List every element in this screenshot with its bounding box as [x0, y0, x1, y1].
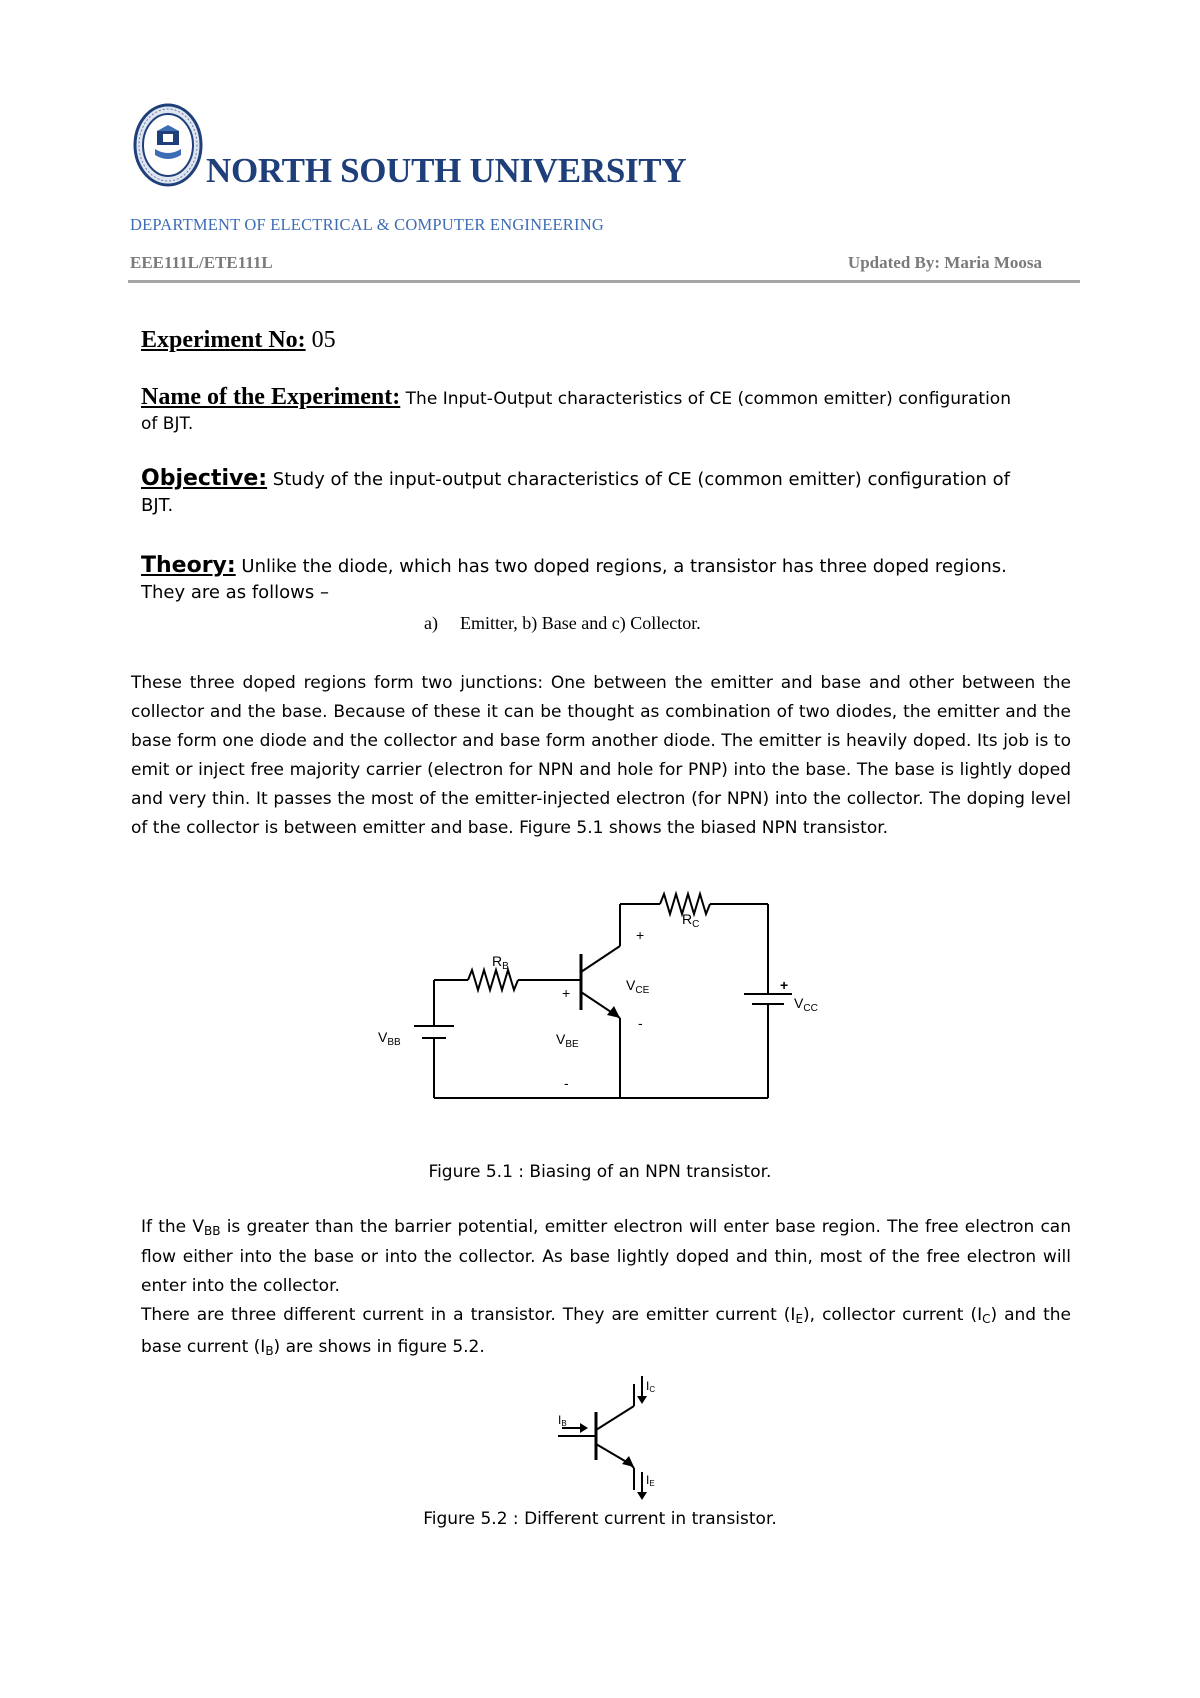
currents-text-c: ) and the base current (I: [141, 1305, 1071, 1357]
paragraph-barrier-text-b: is greater than the barrier potential, emitter electron will enter base region. The free electron can flow either into the base or into the collector. As base lightly doped and thin, most of the free electron will enter into the collector.: [141, 1217, 1071, 1296]
vbb-subscript: BB: [204, 1224, 221, 1238]
experiment-name-value: The Input-Output characteristics of CE (common emitter) configuration: [400, 389, 1011, 409]
updated-by: Updated By: Maria Moosa: [847, 253, 1042, 272]
university-name: NORTH SOUTH UNIVERSITY: [206, 151, 687, 190]
vcc-label: $V_{CC}$: [794, 995, 818, 1014]
department-name: DEPARTMENT OF ELECTRICAL & COMPUTER ENGINEERING: [130, 215, 604, 234]
theory-text-continued: They are as follows –: [141, 582, 329, 603]
figure-5-2-caption: Figure 5.2 : Different current in transistor.: [423, 1509, 777, 1529]
course-code: EEE111L/ETE111L: [130, 253, 273, 272]
experiment-name-label: Name of the Experiment:: [141, 384, 401, 410]
rb-resistor: [468, 970, 518, 990]
vbe-plus-sign: +: [562, 985, 571, 1001]
ib-arrow-icon: [580, 1423, 588, 1433]
ic-arrow-icon: [637, 1396, 647, 1404]
currents-text-a: There are three different current in a transistor. They are emitter current (I: [141, 1305, 796, 1325]
objective-text-continued: BJT.: [141, 495, 174, 516]
paragraph-barrier-text-a: If the V: [141, 1217, 204, 1237]
ie-arrow-icon: [637, 1492, 647, 1500]
paragraph-junctions: These three doped regions form two junctions: One between the emitter and base and other between the collector and the base. Because of these it can be thought as combination of two diodes, the emitter and the base form one diode and the collector and base form another diode. The emitter is heavily doped. Its job is to emit or inject free majority carrier (electron for NPN and hole for PNP) into the base. The base is lightly doped and very thin. It passes the most of the emitter-injected electron (for NPN) into the collector. The doping level of the collector is between emitter and base. Figure 5.1 shows the biased NPN transistor.: [131, 673, 1071, 838]
figure-5-1-circuit: [370, 888, 840, 1108]
figure-5-1-caption: Figure 5.1 : Biasing of an NPN transistor.: [428, 1162, 772, 1182]
paragraph-currents: [141, 1300, 1071, 1364]
ie-subscript: E: [795, 1312, 804, 1326]
region-list: [424, 613, 701, 634]
rb-label: $R_B$: [492, 953, 509, 972]
currents-text-b: ), collector current (I: [803, 1305, 983, 1325]
list-marker: a): [424, 613, 438, 633]
list-item-text: Emitter, b) Base and c) Collector.: [459, 613, 701, 633]
ib-label: IB: [558, 1413, 567, 1428]
vbb-label: $V_{BB}$: [378, 1029, 401, 1048]
theory-text: Unlike the diode, which has two doped regions, a transistor has three doped regions.: [235, 556, 1007, 577]
paragraph-barrier: [141, 1213, 1071, 1301]
experiment-number-value: 05: [305, 327, 336, 353]
theory: [141, 553, 1086, 608]
currents-text-d: ) are shows in figure 5.2.: [273, 1337, 485, 1357]
university-seal-icon: [133, 103, 203, 187]
objective-label: Objective:: [141, 466, 268, 491]
experiment-number: [141, 327, 336, 354]
objective-text: Study of the input-output characteristics of CE (common emitter) configuration of: [267, 469, 1010, 490]
ib-subscript: B: [265, 1344, 274, 1358]
ic-label: IC: [646, 1379, 656, 1394]
vbe-minus-sign: -: [564, 1075, 569, 1091]
emitter-arrow-icon: [607, 1006, 620, 1018]
vce-label: $V_{CE}$: [626, 977, 650, 996]
theory-label: Theory:: [141, 553, 236, 578]
experiment-number-label: Experiment No:: [141, 327, 306, 353]
experiment-name: [141, 384, 1081, 437]
rc-label: $R_C$: [682, 911, 700, 930]
vbe-label: $V_{BE}$: [556, 1031, 579, 1050]
figure-5-2-transistor: [550, 1372, 680, 1502]
ie-label: IE: [646, 1473, 655, 1488]
objective: [141, 466, 1086, 521]
ic-subscript: C: [982, 1312, 991, 1326]
header-rule: [128, 280, 1080, 283]
experiment-name-continued: of BJT.: [141, 414, 194, 434]
vce-plus-sign: +: [636, 927, 645, 943]
university-logo: [133, 103, 203, 187]
vce-minus-sign: -: [638, 1015, 643, 1031]
vcc-plus-sign: +: [780, 977, 789, 993]
transistor-collector-leg: [581, 946, 620, 972]
transistor2-collector-leg: [596, 1406, 634, 1430]
